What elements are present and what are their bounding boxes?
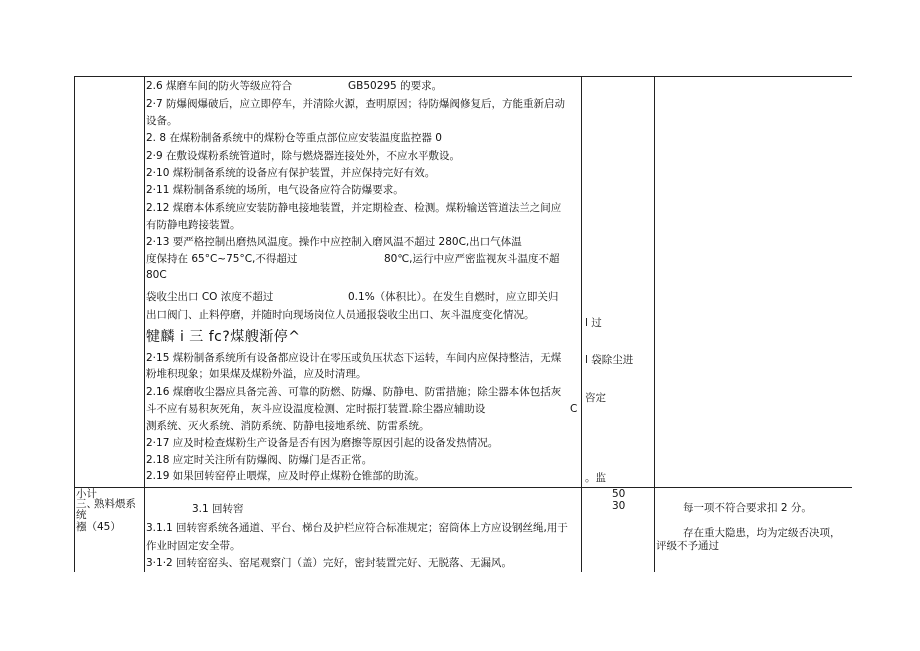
section-number: 三、 bbox=[76, 498, 97, 510]
req-line: 0.1%（体积比）。在发生自燃时，应立即关归 bbox=[348, 291, 559, 303]
req-line: 度保持在 65°C~75°C,不得超过 bbox=[146, 253, 298, 265]
mid-rule bbox=[74, 487, 852, 488]
right-fragment: 。监 bbox=[585, 472, 606, 484]
score-value: 30 bbox=[612, 500, 626, 512]
right-fragment: l 袋除尘进 bbox=[585, 354, 634, 366]
garbled-heading: 犍麟 i 三 fc?煤艘渐停^ bbox=[146, 329, 301, 345]
req-line: GB50295 的要求。 bbox=[348, 80, 443, 92]
req-line: 2·11 煤粉制备系统的场所，电气设备应符合防爆要求。 bbox=[146, 184, 404, 196]
req-line: 2.19 如果回转窑停止喂煤，应及时停止煤粉仓锥部的助流。 bbox=[146, 470, 425, 482]
req-line: 有防静电跨接装置。 bbox=[146, 219, 241, 231]
req-line: 作业时固定安全带。 bbox=[146, 540, 241, 552]
right-fragment: l 过 bbox=[585, 317, 602, 329]
scoring-rule: 评级不予通过 bbox=[656, 540, 719, 552]
req-line: 2·15 煤粉制备系统所有设备都应设计在零压或负压状态下运转，车间内应保持整洁，无煤 bbox=[146, 352, 562, 364]
req-line: 80℃,运行中应严密监视灰斗温度不超 bbox=[384, 253, 560, 265]
top-rule bbox=[74, 76, 852, 77]
req-line: 2·10 煤粉制备系统的设备应有保护装置，并应保持完好有效。 bbox=[146, 167, 436, 179]
req-line: 2·17 应及时检查煤粉生产设备是否有因为磨擦等原因引起的设备发热情况。 bbox=[146, 437, 499, 449]
req-line: 2·7 防爆阀爆破后，应立即停车，并清除火源，查明原因；待防爆阀修复后，方能重新启动 bbox=[146, 98, 566, 110]
scoring-rule: 存在重大隐患，均为定级否决项， bbox=[683, 527, 841, 539]
section-name: 熟料煨系 bbox=[94, 498, 136, 510]
req-line: 3.1.1 回转窖系统各通道、平台、梯台及护栏应符合标准规定；窑筒体上方应设钢丝绳,用于 bbox=[146, 522, 568, 534]
req-line: 出口阀门、止料停磨，并随时向现场岗位人员通报袋收尘出口、灰斗温度变化情况。 bbox=[146, 309, 535, 321]
req-line: 3·1·2 回转窑窑头、窑尾观察门（盖）完好，密封装置完好、无脱落、无漏风。 bbox=[146, 557, 513, 569]
req-line: 2.16 煤磨收尘器应具备完善、可靠的防燃、防爆、防静电、防雷措施；除尘器本体包括灰 bbox=[146, 386, 562, 398]
section-name: 统 bbox=[76, 509, 87, 521]
scoring-rule: 每一项不符合要求扣 2 分。 bbox=[683, 502, 812, 514]
req-line: 2.18 应定时关注所有防爆阀、防爆门是否正常。 bbox=[146, 454, 373, 466]
req-line: 2.12 煤磨本体系统应安装防静电接地装置，并定期检查、检测。煤粉输送管道法兰之间应 bbox=[146, 202, 562, 214]
section-name: 襁（45） bbox=[76, 521, 121, 533]
col-line-1 bbox=[74, 76, 75, 572]
col-line-4 bbox=[654, 76, 655, 572]
req-line: 2. 8 在煤粉制备系统中的煤粉仓等重点部位应安装温度监控器 0 bbox=[146, 132, 442, 144]
req-line: 设备。 bbox=[146, 115, 178, 127]
req-line: 粉堆积现象；如果煤及煤粉外溢，应及时清理。 bbox=[146, 368, 367, 380]
subtotal-label: 小计 bbox=[76, 488, 97, 500]
req-line: 斗不应有易积灰死角，灰斗应设温度检测、定时振打装置.除尘器应辅助设 bbox=[146, 403, 486, 415]
req-line: 2.6 煤磨车间的防火等级应符合 bbox=[146, 80, 293, 92]
col-line-3 bbox=[581, 76, 582, 572]
right-fragment: 咨定 bbox=[585, 392, 606, 404]
score-value: 50 bbox=[612, 488, 626, 500]
req-line: 袋收尘出口 CO 浓度不超过 bbox=[146, 291, 274, 303]
req-line: 2·13 要严格控制出磨热风温度。操作中应控制入磨风温不超过 280C,出口气体温 bbox=[146, 236, 522, 248]
subsection-title: 3.1 回转窖 bbox=[192, 503, 244, 515]
req-line: 2·9 在敷设煤粉系统管道时，除与燃烧器连接处外，不应水平敷设。 bbox=[146, 150, 461, 162]
req-line: 80C bbox=[146, 269, 167, 281]
req-line: 测系统、灭火系统、消防系统、防静电接地系统、防雷系统。 bbox=[146, 420, 430, 432]
req-line: C bbox=[570, 403, 578, 415]
col-line-2 bbox=[144, 76, 145, 572]
